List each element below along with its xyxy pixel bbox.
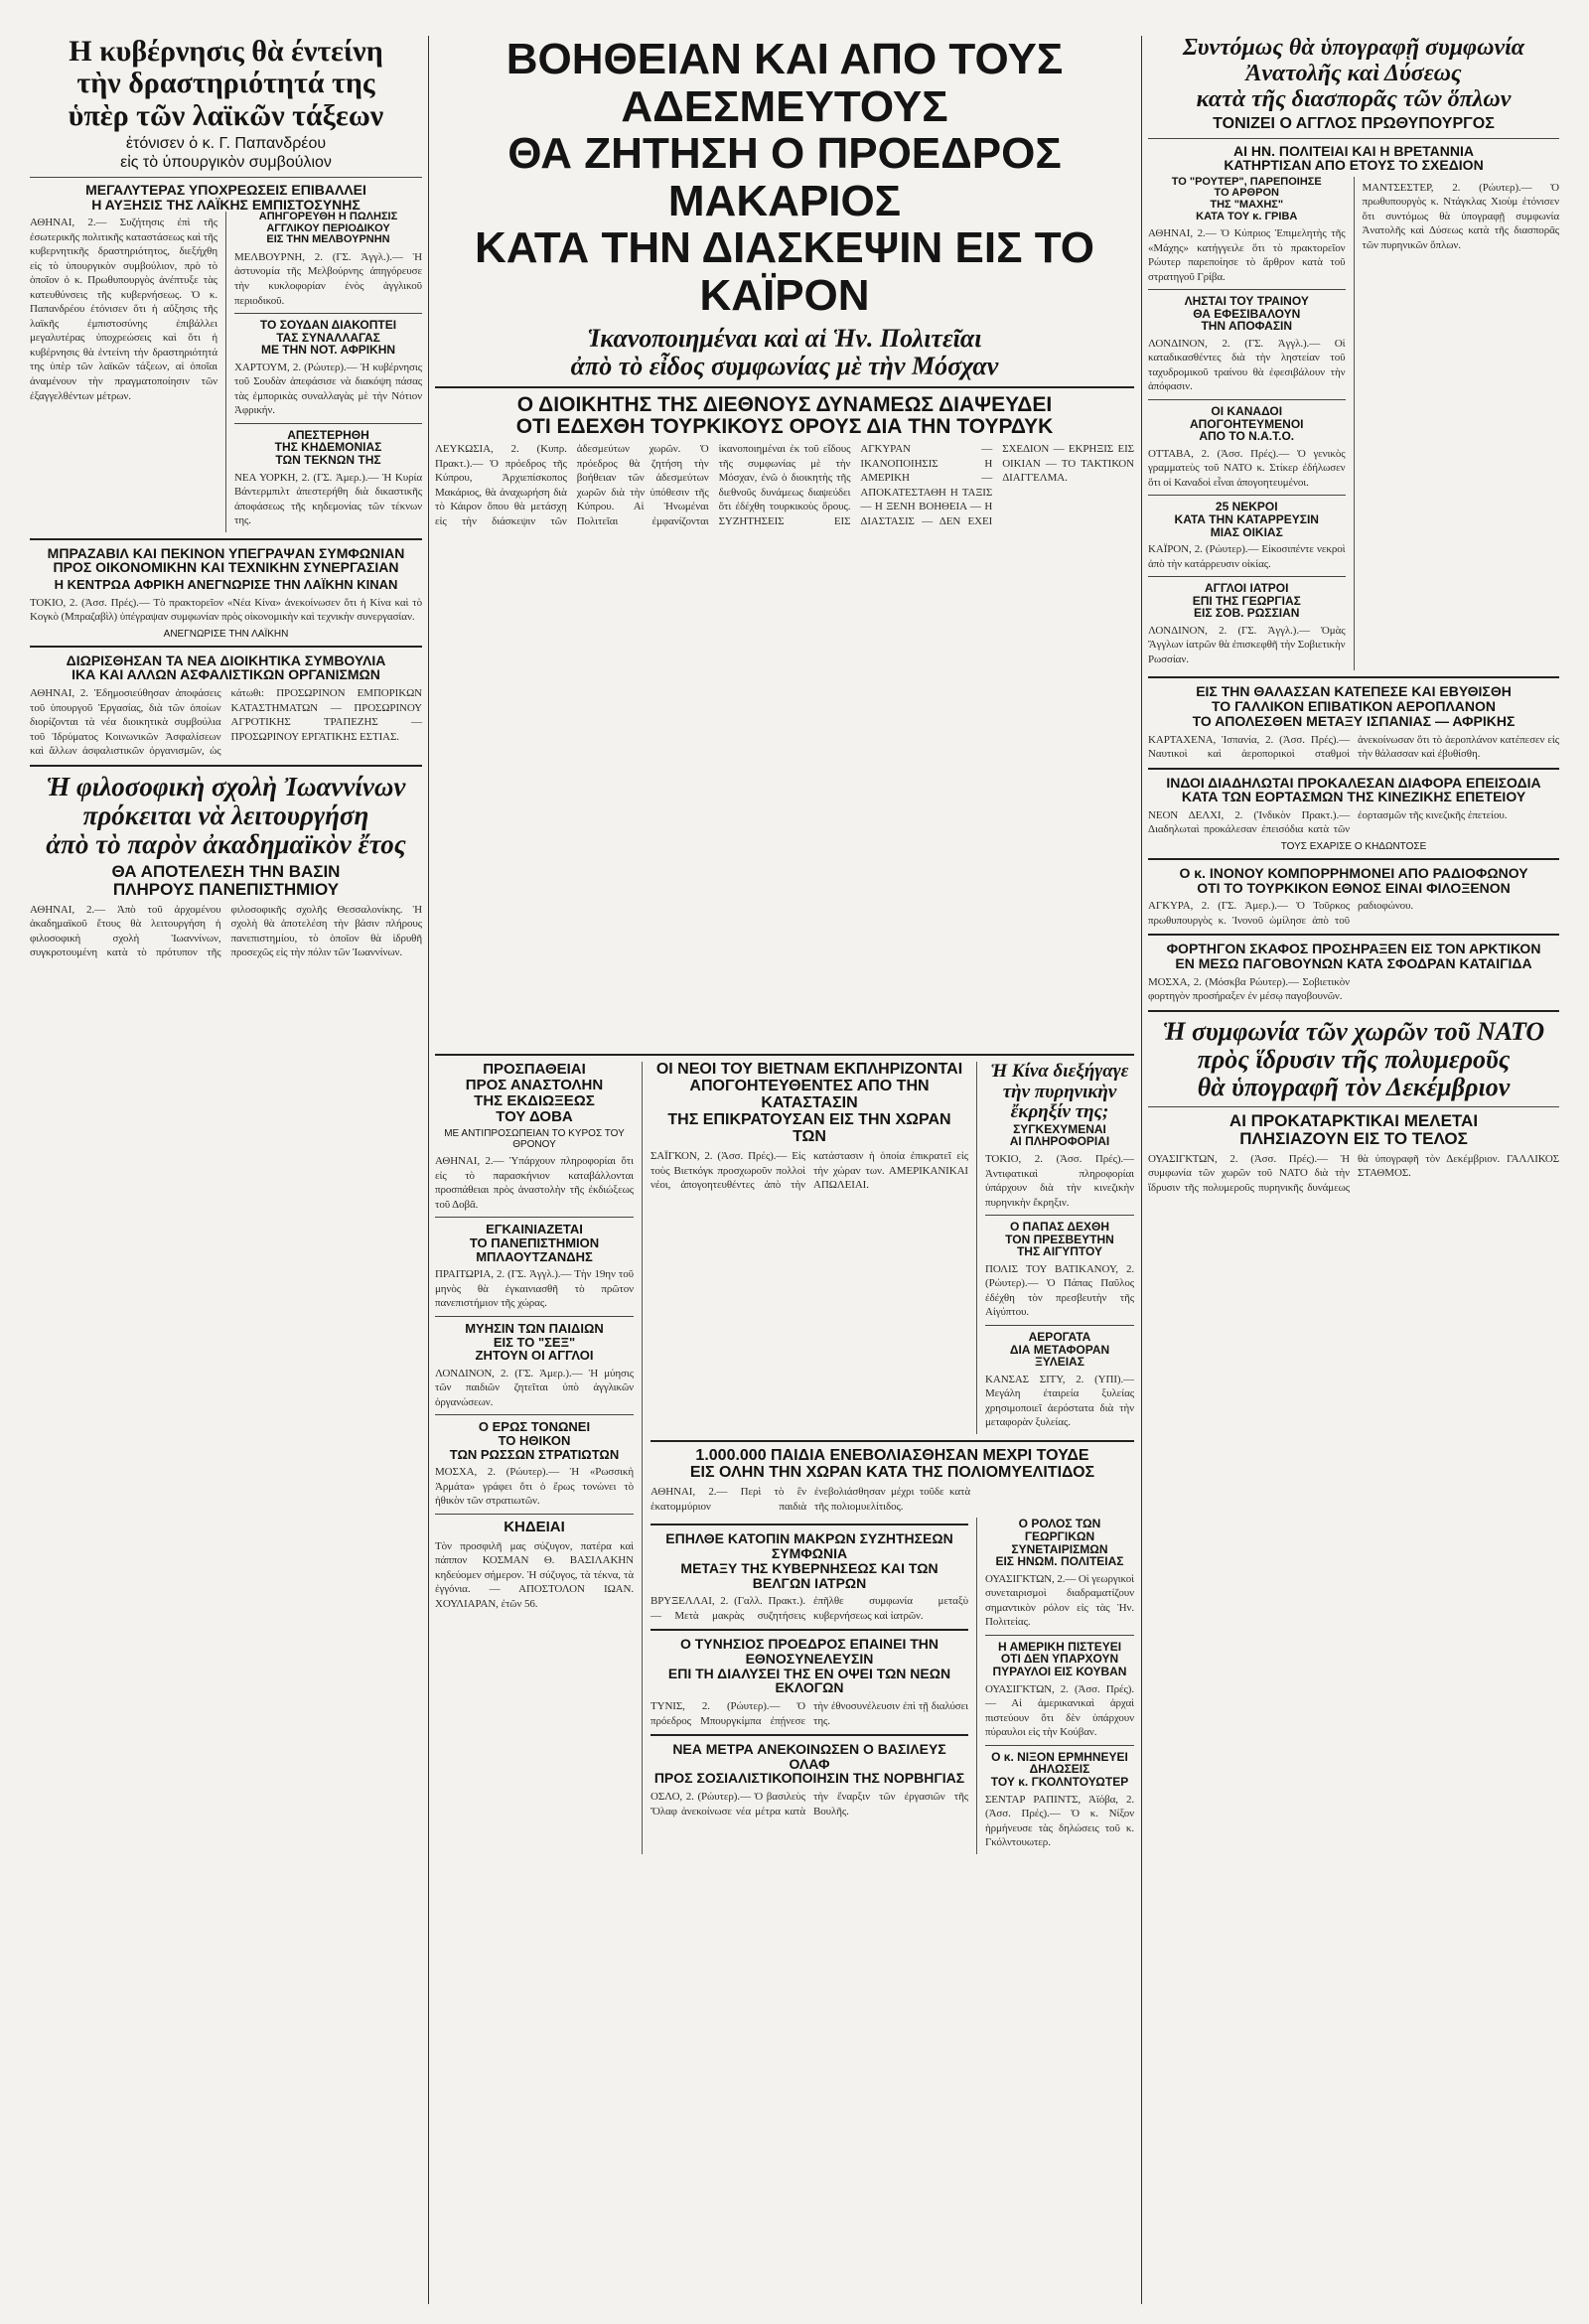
coops-headline xyxy=(985,1518,1134,1567)
plane-crash-headline-line: ΤΟ ΑΠΟΛΕΣΘΕΝ ΜΕΤΑΞΥ ΙΣΠΑΝΙΑΣ — ΑΦΡΙΚΗΣ xyxy=(1192,712,1516,729)
reuter-headline-line: ΤΗΣ "ΜΑΧΗΣ" xyxy=(1210,198,1284,211)
lead-headline-line: τὴν δραστηριότητά της xyxy=(76,67,375,100)
collapse-article xyxy=(1148,501,1346,571)
column-rule xyxy=(1141,36,1142,2304)
nixon-headline-line: ΤΟΥ κ. ΓΚΟΛΝΤΟΥΩΤΕΡ xyxy=(990,1774,1129,1789)
left-news-stack xyxy=(435,1062,634,1853)
university-article xyxy=(435,1223,634,1310)
balloon-headline-line: ΑΕΡΟΓΑΤΑ xyxy=(1028,1329,1091,1344)
plane-crash-article xyxy=(1148,684,1559,761)
tunisia-headline-line: Ο ΤΥΝΗΣΙΟΣ ΠΡΟΕΔΡΟΣ ΕΠΑΙΝΕΙ ΤΗΝ ΕΘΝΟΣΥΝΕΛΕΥΣΙΝ xyxy=(679,1636,939,1667)
soldiers-body: ΜΟΣΧΑ, 2. (Ρώυτερ).— Ἡ «Ρωσσικὴ Ἀρμάτα» γράφει ὅτι ὁ ἔρως τονώνει τὸ ἠθικὸν τῶν στρατιωτῶν. xyxy=(435,1466,634,1508)
reuter-article xyxy=(1148,177,1346,284)
coops-headline-line: ΕΙΣ ΗΝΩΜ. ΠΟΛΙΤΕΙΑΣ xyxy=(995,1554,1124,1569)
main-subheadline xyxy=(435,394,1134,438)
vietnam-headline-line: ΑΠΟΓΟΗΤΕΥΘΕΝΤΕΣ ΑΠΟ ΤΗΝ ΚΑΤΑΣΤΑΣΙΝ xyxy=(689,1078,930,1111)
india-article xyxy=(1148,776,1559,852)
university-headline-line: ΤΟ ΠΑΝΕΠΙΣΤΗΜΙΟΝ xyxy=(469,1235,600,1251)
train-article xyxy=(1148,295,1346,394)
disarmament-subhead-2-line: ΚΑΤΗΡΤΙΣΑΝ ΑΠΟ ΕΤΟΥΣ ΤΟ ΣΧΕΔΙΟΝ xyxy=(1224,157,1484,174)
lead-headline-line: Η κυβέρνησις θὰ έντείνη xyxy=(69,36,383,68)
pope-article xyxy=(985,1221,1134,1320)
right-news-stack xyxy=(985,1062,1134,1433)
belgium-body: ΒΡΥΞΕΛΛΑΙ, 2. (Γαλλ. Πρακτ.).— Μετὰ μακρὰς συζητήσεις ἐπῆλθε συμφωνία μεταξὺ κυβερνήσεως καὶ ἰατρῶν. xyxy=(650,1595,968,1622)
nixon-article xyxy=(985,1751,1134,1850)
university-headline xyxy=(435,1223,634,1263)
brazzaville-headline-line: ΠΡΟΣ ΟΙΚΟΝΟΜΙΚΗΝ ΚΑΙ ΤΕΧΝΙΚΗΝ ΣΥΝΕΡΓΑΣΙΑΝ xyxy=(53,559,399,576)
nato-mlf-body: ΟΥΑΣΙΓΚΤΩΝ, 2. (Ἀσσ. Πρές).— Ἡ συμφωνία τῶν χωρῶν τοῦ ΝΑΤΟ διὰ τὴν ἵδρυσιν τῆς πολυμεροῦς πυρηνικῆς δυνάμεως θὰ ὑπογραφῆ τὸν Δεκέμβριον. ΓΑΛΛΙΚΟΣ ΣΤΑΘΜΟΣ. xyxy=(1148,1152,1559,1194)
disarmament-subhead: ΤΟΝΙΖΕΙ Ο ΑΓΓΛΟΣ ΠΡΩΘΥΠΟΥΡΓΟΣ xyxy=(1213,114,1495,132)
vietnam-article xyxy=(650,1062,968,1433)
coops-headline-line: Ο ΡΟΛΟΣ ΤΩΝ ΓΕΩΡΓΙΚΩΝ xyxy=(1018,1517,1101,1544)
nato-mlf-headline xyxy=(1148,1018,1559,1101)
dovas-subhead: ΜΕ ΑΝΤΙΠΡΟΣΩΠΕΙΑΝ ΤΟ ΚΥΡΟΣ ΤΟΥ ΘΡΟΝΟΥ xyxy=(444,1128,625,1151)
university-headline-line: ΕΓΚΑΙΝΙΑΖΕΤΑΙ xyxy=(486,1222,583,1237)
tunisia-article xyxy=(650,1637,968,1728)
ioannina-subhead xyxy=(30,863,422,899)
melbourne-headline-line: ΕΙΣ ΤΗΝ ΜΕΛΒΟΥΡΝΗΝ xyxy=(266,233,390,246)
subheadline-line: ΟΤΙ ΕΔΕΧΘΗ ΤΟΥΡΚΙΚΟΥΣ ΟΡΟΥΣ ΔΙΑ ΤΗΝ ΤΟΥΡΔΥΚ xyxy=(515,415,1054,439)
dovas-article xyxy=(435,1062,634,1212)
india-headline xyxy=(1148,776,1559,804)
dovas-headline-line: ΤΗΣ ΕΚΔΙΩΞΕΩΣ xyxy=(474,1091,595,1109)
doctors-headline-line: ΑΓΓΛΟΙ ΙΑΤΡΟΙ xyxy=(1205,581,1289,596)
sudan-headline xyxy=(234,319,422,357)
nato-mlf-headline-line: θὰ ὑπογραφῆ τὸν Δεκέμβριον xyxy=(1197,1072,1511,1101)
collapse-headline-line: 25 ΝΕΚΡΟΙ xyxy=(1215,500,1278,514)
lead-body: ΑΘΗΝΑΙ, 2.— Συζήτησις ἐπὶ τῆς ἐσωτερικῆς πολιτικῆς καταστάσεως καὶ τῆς κυβερνητικῆς δραστηριότητος, διεξήχθη εἰς τὸ ὑπουργικὸν συμβούλιον, πρὸ τὸ ὁποῖον ὁ κ. Πρωθυπουργὸς ἀνέπτυξε τὰς κατευθύνσεις τῆς κυβερνήσεως. Ὁ κ. Παπανδρέου ἐτόνισεν ὅτι ἡ αὔξησις τῆς λαϊκῆς ἐμπιστοσύνης ἐπιβάλλει μεγαλυτέρας ὑποχρεώσεις καὶ ὅτι ἡ κυβέρνησις θὰ ἐντείνη τὴν δραστηριότητά της ὑπὲρ τῶν λαϊκῶν τάξεων, αἱ ὁποῖαι ἀναμένουν τὴν πραγματοποίησιν τῶν ἐξαγγελθέντων μέτρων. xyxy=(30,217,217,402)
tunisia-headline-line: ΕΠΙ ΤΗ ΔΙΑΛΥΣΕΙ ΤΗΣ ΕΝ ΟΨΕΙ ΤΩΝ ΝΕΩΝ ΕΚΛΟΓΩΝ xyxy=(667,1665,951,1696)
sudan-headline-line: ΜΕ ΤΗΝ ΝΟΤ. ΑΦΡΙΚΗΝ xyxy=(260,343,396,358)
cuba-headline-line: ΠΥΡΑΥΛΟΙ ΕΙΣ ΚΟΥΒΑΝ xyxy=(992,1665,1127,1679)
china-test-headline-line: Ἡ Κίνα διεξήγαγε xyxy=(990,1061,1129,1083)
nato-mlf-subhead xyxy=(1148,1112,1559,1148)
boards-headline xyxy=(30,654,422,682)
vietnam-body: ΣΑΪΓΚΟΝ, 2. (Ἀσσ. Πρές).— Εἰς τοὺς Βιετκόγκ προσχωροῦν πολλοὶ νέοι, ἀπογοητευθέντες ἀπὸ τὴν κατάστασιν ἡ ὁποία ἐπικρατεῖ εἰς τὴν χώραν των. ΑΜΕΡΙΚΑΝΙΚΑΙ ΑΠΩΛΕΙΑΙ. xyxy=(650,1150,968,1192)
norway-headline-line: ΝΕΑ ΜΕΤΡΑ ΑΝΕΚΟΙΝΩΣΕΝ Ο ΒΑΣΙΛΕΥΣ ΟΛΑΦ xyxy=(672,1741,946,1772)
lead-subhead xyxy=(30,135,422,172)
disarmament-subhead-2 xyxy=(1148,144,1559,173)
lead-headline-line: ὑπὲρ τῶν λαϊκῶν τάξεων xyxy=(68,98,384,132)
funerals-section xyxy=(435,1520,634,1611)
ioannina-headline-line: Ἡ φιλοσοφικὴ σχολὴ Ἰωαννίνων xyxy=(46,771,406,801)
section-label: ΤΟΥΣ ΕΧΑΡΙΣΕ Ο ΚΗΔΩΝΤΟΣΕ xyxy=(1280,840,1427,852)
sex-education-body: ΛΟΝΔΙΝΟΝ, 2. (ΓΣ. Ἀμερ.).— Ἡ μύησις τῶν παιδιῶν ζητεῖται ὑπὸ ἀγγλικῶν ὀργανώσεων. xyxy=(435,1367,634,1408)
soldiers-headline xyxy=(435,1420,634,1461)
doctors-headline-line: ΕΙΣ ΣΟΒ. ΡΩΣΣΙΑΝ xyxy=(1194,606,1300,621)
sex-education-headline-line: ΖΗΤΟΥΝ ΟΙ ΑΓΓΛΟΙ xyxy=(475,1348,594,1364)
vietnam-headline xyxy=(650,1062,968,1145)
dovas-headline-line: ΠΡΟΣ ΑΝΑΣΤΟΛΗΝ xyxy=(465,1077,604,1094)
soldiers-headline-line: Ο ΕΡΩΣ ΤΟΝΩΝΕΙ xyxy=(478,1419,591,1435)
custody-headline-line: ΑΠΕΣΤΕΡΗΘΗ xyxy=(287,427,369,442)
disarmament-subhead-2-line: ΑΙ ΗΝ. ΠΟΛΙΤΕΙΑΙ ΚΑΙ Η ΒΡΕΤΑΝΝΙΑ xyxy=(1232,142,1475,159)
inonu-headline xyxy=(1148,866,1559,895)
plane-crash-body: ΚΑΡΤΑΧΕΝΑ, Ἱσπανία, 2. (Ἀσσ. Πρές).— Ναυτικοὶ καὶ ἀεροπορικοὶ σταθμοὶ ἀνεκοίνωσαν ὅτι τὸ ἀεροπλάνον κατέπεσεν εἰς τὴν θάλασσαν καὶ ἐβυθίσθη. xyxy=(1148,733,1559,761)
china-test-headline xyxy=(985,1062,1134,1123)
india-headline-line: ΙΝΔΟΙ ΔΙΑΔΗΛΩΤΑΙ ΠΡΟΚΑΛΕΣΑΝ ΔΙΑΦΟΡΑ ΕΠΕΙΣΟΔΙΑ xyxy=(1166,774,1541,791)
china-test-headline-line: ἔκρηξίν της; xyxy=(1010,1101,1109,1123)
freighter-article xyxy=(1148,942,1559,1003)
doctors-headline xyxy=(1148,582,1346,620)
norway-headline-line: ΠΡΟΣ ΣΟΣΙΑΛΙΣΤΙΚΟΠΟΙΗΣΙΝ ΤΗΣ ΝΟΡΒΗΓΙΑΣ xyxy=(653,1770,965,1787)
melbourne-headline xyxy=(234,212,422,246)
nato-mlf-subhead-line: ΑΙ ΠΡΟΚΑΤΑΡΚΤΙΚΑΙ ΜΕΛΕΤΑΙ xyxy=(1228,1111,1479,1130)
plane-crash-headline-line: ΤΟ ΓΑΛΛΙΚΟΝ ΕΠΙΒΑΤΙΚΟΝ ΑΕΡΟΠΛΑΝΟΝ xyxy=(1211,698,1497,715)
right-column xyxy=(1148,36,1559,2304)
belgium-article xyxy=(650,1531,968,1623)
cuba-headline xyxy=(985,1641,1134,1678)
balloon-body: ΚΑΝΣΑΣ ΣΙΤΥ, 2. (ΥΠΙ).— Μεγάλη ἐταιρεία ξυλείας χρησιμοποιεῖ ἀερόστατα διὰ τὴν μεταφορὰν ξυλείας. xyxy=(985,1373,1134,1429)
lower-right-news-stack xyxy=(985,1518,1134,1853)
column-rule xyxy=(428,36,429,2304)
left-column xyxy=(30,36,422,2304)
pope-body: ΠΟΛΙΣ ΤΟΥ ΒΑΤΙΚΑΝΟΥ, 2. (Ρώυτερ).— Ὁ Πάπας Παῦλος ἐδέχθη τὸν πρεσβευτὴν τῆς Αἰγύπτου. xyxy=(985,1262,1134,1319)
reuter-headline-line: ΤΟ ΑΡΘΡΟΝ xyxy=(1214,187,1279,200)
coops-article xyxy=(985,1518,1134,1629)
polio-headline xyxy=(650,1448,1134,1482)
lead-kicker-line: ΜΕΓΑΛΥΤΕΡΑΣ ΥΠΟΧΡΕΩΣΕΙΣ ΕΠΙΒΑΛΛΕΙ xyxy=(85,181,366,198)
center-column xyxy=(435,36,1134,2304)
collapse-body: ΚΑΪΡΟΝ, 2. (Ρώυτερ).— Εἰκοσιπέντε νεκροὶ ἀπὸ τὴν κατάρρευσιν οἰκίας. xyxy=(1148,543,1346,570)
disarmament-article xyxy=(1148,36,1559,173)
main-body: ΛΕΥΚΩΣΙΑ, 2. (Κυπρ. Πρακτ.).— Ὁ πρόεδρος τῆς Κύπρου, Ἀρχιεπίσκοπος Μακάριος, θὰ ἀναχωρήση διὰ τὸ Κάιρον ὅπου θὰ μετάσχη εἰς τὴν διάσκεψιν τῶν ἀδεσμεύτων χωρῶν. Ὁ πρόεδρος θὰ ζητήση τὴν βοήθειαν τῶν ἀδεσμεύτων χωρῶν διὰ τὴν ὑπόθεσιν τῆς Κύπρου. Αἱ Ἡνωμέναι Πολιτεῖαι ἐμφανίζονται ἱκανοποιημέναι ἐκ τοῦ εἴδους τῆς συμφωνίας μὲ τὴν Μόσχαν, ἐνῶ ὁ διοικητὴς τῆς διεθνοῦς δυνάμεως διαψεύδει ὅτι ἐδέχθη τουρκικοὺς ὅρους. ΣΥΖΗΤΗΣΕΙΣ ΕΙΣ ΑΓΚΥΡΑΝ — ΙΚΑΝΟΠΟΙΗΣΙΣ Η ΑΜΕΡΙΚΗ — ΑΠΟΚΑΤΕΣΤΑΘΗ Η ΤΑΞΙΣ — Η ΞΕΝΗ ΒΟΗΘΕΙΑ — Η ΔΙΑΣΤΑΣΙΣ — ΔΕΝ ΕΧΕΙ ΣΧΕΔΙΟΝ — ΕΚΡΗΞΙΣ ΕΙΣ ΟΙΚΙΑΝ — ΤΟ ΤΑΚΤΙΚΟΝ ΔΙΑΓΓΕΛΜΑ. xyxy=(435,443,1134,527)
doctors-article xyxy=(1148,582,1346,666)
tunisia-headline xyxy=(650,1637,968,1695)
china-test-headline-line: τὴν πυρηνικὴν xyxy=(1002,1081,1117,1102)
inonu-headline-line: Ο κ. ΙΝΟΝΟΥ ΚΟΜΠΟΡΡΗΜΟΝΕΙ ΑΠΟ ΡΑΔΙΟΦΩΝΟΥ xyxy=(1179,864,1528,881)
disarmament-headline-line: Συντόμως θὰ ὑπογραφῇ συμφωνία xyxy=(1182,36,1525,61)
train-headline xyxy=(1148,295,1346,333)
ioannina-headline-line: πρόκειται νὰ λειτουργήση xyxy=(82,799,369,830)
india-headline-line: ΚΑΤΑ ΤΩΝ ΕΟΡΤΑΣΜΩΝ ΤΗΣ ΚΙΝΕΖΙΚΗΣ ΕΠΕΤΕΙΟΥ xyxy=(1181,789,1526,805)
brazzaville-headline-line: ΜΠΡΑΖΑΒΙΛ ΚΑΙ ΠΕΚΙΝΟΝ ΥΠΕΓΡΑΨΑΝ ΣΥΜΦΩΝΙΑΝ xyxy=(47,544,405,561)
boards-article xyxy=(30,654,422,759)
reuter-headline-line: ΚΑΤΑ ΤΟΥ κ. ΓΡΙΒΑ xyxy=(1196,210,1298,222)
ioannina-body: ΑΘΗΝΑΙ, 2.— Ἀπὸ τοῦ ἀρχομένου ἀκαδημαϊκοῦ ἔτους θὰ λειτουργήση ἡ φιλοσοφικὴ σχολὴ Ἰωαννίνων, συγκροτουμένη κατὰ τὸ πρότυπον τῆς φιλοσοφικῆς σχολῆς Θεσσαλονίκης. Ἡ σχολὴ θὰ ἀποτελέση τὴν βάσιν πλήρους πανεπιστημίου, τὸ ὁποῖον θὰ ἱδρυθῆ προσεχῶς εἰς τὴν πόλιν τῶν Ἰωαννίνων. xyxy=(30,903,422,959)
sex-education-headline-line: ΕΙΣ ΤΟ "ΣΕΞ" xyxy=(493,1334,576,1350)
makarios-article xyxy=(435,36,1134,1048)
china-test-subhead xyxy=(985,1123,1134,1148)
sudan-headline-line: ΤΑΣ ΣΥΝΑΛΛΑΓΑΣ xyxy=(276,330,380,345)
sudan-body: ΧΑΡΤΟΥΜ, 2. (Ρώυτερ).— Ἡ κυβέρνησις τοῦ Σουδὰν ἀπεφάσισε νὰ διακόψη πάσας τὰς ἐμπορικὰς συναλλαγὰς μὲ τὴν Νότιον Ἀφρικήν. xyxy=(234,361,422,417)
china-test-subhead-line: ΑΙ ΠΛΗΡΟΦΟΡΙΑΙ xyxy=(1009,1134,1110,1149)
boards-headline-line: ΙΚΑ ΚΑΙ ΑΛΛΩΝ ΑΣΦΑΛΙΣΤΙΚΩΝ ΟΡΓΑΝΙΣΜΩΝ xyxy=(72,666,380,683)
custody-headline-line: ΤΗΣ ΚΗΔΕΜΟΝΙΑΣ xyxy=(274,440,382,455)
collapse-headline-line: ΜΙΑΣ ΟΙΚΙΑΣ xyxy=(1210,524,1283,539)
coops-headline-line: ΣΥΝΕΤΑΙΡΙΣΜΩΝ xyxy=(1011,1541,1108,1556)
sex-education-headline xyxy=(435,1322,634,1363)
cuba-headline-line: ΟΤΙ ΔΕΝ ΥΠΑΡΧΟΥΝ xyxy=(1000,1652,1119,1667)
polio-body: ΑΘΗΝΑΙ, 2.— Περὶ τὸ ἓν ἑκατομμύριον παιδιὰ ἐνεβολιάσθησαν μέχρι τοῦδε κατὰ τῆς πολιομυελίτιδος. xyxy=(650,1486,970,1513)
disarmament-headline-line: Ἀνατολῆς καὶ Δύσεως xyxy=(1245,60,1462,86)
nato-mlf-subhead-line: ΠΛΗΣΙΑΖΟΥΝ ΕΙΣ ΤΟ ΤΕΛΟΣ xyxy=(1239,1128,1468,1148)
freighter-headline-line: ΦΟΡΤΗΓΟΝ ΣΚΑΦΟΣ ΠΡΟΣΗΡΑΞΕΝ ΕΙΣ ΤΟΝ ΑΡΚΤΙΚΟΝ xyxy=(1166,941,1541,957)
canada-headline-line: ΑΠΟ ΤΟ Ν.Α.Τ.Ο. xyxy=(1199,429,1295,444)
vietnam-headline-line: ΟΙ ΝΕΟΙ ΤΟΥ ΒΙΕΤΝΑΜ ΕΚΠΛΗΡΙΖΟΝΤΑΙ xyxy=(655,1061,963,1079)
canada-headline-line: ΑΠΟΓΟΗΤΕΥΜΕΝΟΙ xyxy=(1189,416,1304,431)
custody-body: ΝΕΑ ΥΟΡΚΗ, 2. (ΓΣ. Ἀμερ.).— Ἡ Κυρία Βάντερμπιλτ ἀπεστερήθη διὰ δικαστικῆς ἀποφάσεως τῆς κηδεμονίας τῶν τέκνων της. xyxy=(234,471,422,527)
cuba-article xyxy=(985,1641,1134,1740)
inonu-headline-line: ΟΤΙ ΤΟ ΤΟΥΡΚΙΚΟΝ ΕΘΝΟΣ ΕΙΝΑΙ ΦΙΛΟΞΕΝΟΝ xyxy=(1197,879,1511,896)
balloon-headline-line: ΞΥΛΕΙΑΣ xyxy=(1035,1355,1084,1370)
belgium-headline xyxy=(650,1531,968,1590)
custody-headline xyxy=(234,429,422,467)
cuba-headline-line: Η ΑΜΕΡΙΚΗ ΠΙΣΤΕΥΕΙ xyxy=(997,1639,1122,1654)
section-label: ΑΝΕΓΝΩΡΙΣΕ ΤΗΝ ΛΑΪΚΗΝ xyxy=(163,628,289,640)
dovas-headline-line: ΤΟΥ ΔΟΒΑ xyxy=(496,1107,573,1125)
pope-headline-line: Ο ΠΑΠΑΣ ΔΕΧΘΗ xyxy=(1009,1220,1110,1235)
center-news-stack xyxy=(650,1062,1134,1853)
melbourne-headline-line: ΑΓΓΛΙΚΟΥ ΠΕΡΙΟΔΙΚΟΥ xyxy=(266,221,390,234)
reuter-headline-line: ΤΟ "ΡΟΥΤΕΡ", ΠΑΡΕΠΟΙΗΣΕ xyxy=(1171,175,1322,188)
india-body: ΝΕΟΝ ΔΕΛΧΙ, 2. (Ἰνδικὸν Πρακτ.).— Διαδηλωταὶ προκάλεσαν ἐπεισόδια κατὰ τῶν ἐορτασμῶν τῆς κινεζικῆς ἐπετείου. xyxy=(1148,808,1508,836)
main-banner-headline xyxy=(435,36,1134,319)
nixon-headline-line: ΔΗΛΩΣΕΙΣ xyxy=(1029,1762,1090,1777)
inonu-body: ΑΓΚΥΡΑ, 2. (ΓΣ. Ἀμερ.).— Ὁ Τοῦρκος πρωθυπουργὸς κ. Ἰνονοῦ ὡμίλησε ἀπὸ τοῦ ραδιοφώνου. xyxy=(1148,900,1414,927)
melbourne-headline-line: ΑΠΗΓΟΡΕΥΘΗ Η ΠΩΛΗΣΙΣ xyxy=(258,211,398,223)
coops-body: ΟΥΑΣΙΓΚΤΩΝ, 2.— Οἱ γεωργικοὶ συνεταιρισμοὶ διαδραματίζουν σημαντικὸν ρόλον εἰς τὰς Ἡν. Πολιτείας. xyxy=(985,1572,1134,1629)
doctors-headline-line: ΕΠΙ ΤΗΣ ΓΕΩΡΓΙΑΣ xyxy=(1192,593,1301,608)
canada-headline xyxy=(1148,405,1346,443)
funerals-body: Τὸν προσφιλῆ μας σύζυγον, πατέρα καὶ πάππον ΚΟΣΜΑΝ Θ. ΒΑΣΙΛΑΚΗΝ κηδεύομεν σήμερον. Ἡ σύζυγος, τὰ τέκνα, τὰ ἐγγόνια. — ΑΠΟΣΤΟΛΟΝ ΙΩΑΝ. ΧΟΥΛΙΑΡΑΝ, ἐτῶν 56. xyxy=(435,1539,634,1610)
boards-headline-line: ΔΙΩΡΙΣΘΗΣΑΝ ΤΑ ΝΕΑ ΔΙΟΙΚΗΤΙΚΑ ΣΥΜΒΟΥΛΙΑ xyxy=(66,652,386,668)
soldiers-headline-line: ΤΟ ΗΘΙΚΟΝ xyxy=(498,1432,571,1448)
balloon-article xyxy=(985,1331,1134,1430)
freighter-body: ΜΟΣΧΑ, 2. (Μόσκβα Ρώυτερ).— Σοβιετικὸν φορτηγὸν προσήραξεν ἐν μέσῳ παγοβουνῶν. xyxy=(1148,975,1350,1003)
nato-mlf-headline-line: πρὸς ἵδρυσιν τῆς πολυμεροῦς xyxy=(1197,1044,1511,1074)
manchester-body: ΜΑΝΤΣΕΣΤΕΡ, 2. (Ρώυτερ).— Ὁ πρωθυπουργὸς κ. Ντάγκλας Χιοὺμ ἐτόνισεν ὅτι συντόμως θὰ ὑπογραφῇ συμφωνία Ἀνατολῆς καὶ Δύσεως κατὰ τῆς διασπορᾶς τῶν πυρηνικῶν ὅπλων. xyxy=(1362,181,1559,251)
subheadline-line: Ο ΔΙΟΙΚΗΤΗΣ ΤΗΣ ΔΙΕΘΝΟΥΣ ΔΥΝΑΜΕΩΣ ΔΙΑΨΕΥΔΕΙ xyxy=(516,393,1053,417)
dovas-headline xyxy=(435,1062,634,1124)
lead-article-papandreou xyxy=(30,36,422,532)
custody-headline-line: ΤΩΝ ΤΕΚΝΩΝ ΤΗΣ xyxy=(275,453,381,468)
belgium-headline-line: ΕΠΗΛΘΕ ΚΑΤΟΠΙΝ ΜΑΚΡΩΝ ΣΥΖΗΤΗΣΕΩΝ ΣΥΜΦΩΝΙΑ xyxy=(665,1530,953,1562)
inonu-article xyxy=(1148,866,1559,928)
canada-article xyxy=(1148,405,1346,490)
nixon-headline xyxy=(985,1751,1134,1789)
belgium-headline-line: ΜΕΤΑΞΥ ΤΗΣ ΚΥΒΕΡΝΗΣΕΩΣ ΚΑΙ ΤΩΝ ΒΕΛΓΩΝ ΙΑΤΡΩΝ xyxy=(680,1559,939,1591)
disarmament-headline xyxy=(1148,36,1559,113)
china-test-article xyxy=(985,1062,1134,1210)
canada-headline-line: ΟΙ ΚΑΝΑΔΟΙ xyxy=(1211,403,1283,418)
deck-line: Ἱκανοποιημέναι καὶ αἱ Ἡν. Πολιτεῖαι xyxy=(587,324,982,354)
soldiers-headline-line: ΤΩΝ ΡΩΣΣΩΝ ΣΤΡΑΤΙΩΤΩΝ xyxy=(449,1446,620,1462)
collapse-headline xyxy=(1148,501,1346,538)
train-headline-line: ΘΑ ΕΦΕΣΙΒΑΛΟΥΝ xyxy=(1193,306,1301,321)
canada-body: ΟΤΤΑΒΑ, 2. (Ἀσσ. Πρές).— Ὁ γενικὸς γραμματεὺς τοῦ ΝΑΤΟ κ. Στίκερ ἐδήλωσεν ὅτι οἱ Καναδοὶ εἶναι ἀπογοητευμένοι. xyxy=(1148,447,1346,489)
ioannina-article xyxy=(30,773,422,960)
brazzaville-body: ΤΟΚΙΟ, 2. (Ἀσσ. Πρές).— Τὸ πρακτορεῖον «Νέα Κίνα» ἀνεκοίνωσεν ὅτι ἡ Κίνα καὶ τὸ Κογκὸ (Μπραζαβὶλ) ὑπέγραψαν συμφωνίαν πρὸς οἰκονομικὴν καὶ τεχνικὴν συνεργασίαν. xyxy=(30,596,422,624)
tunisia-body: ΤΥΝΙΣ, 2. (Ρώυτερ).— Ὁ πρόεδρος Μπουργκίμπα ἐπῄνεσε τὴν ἐθνοσυνέλευσιν ἐπὶ τῇ διαλύσει της. xyxy=(650,1699,968,1727)
reuter-headline xyxy=(1148,177,1346,222)
train-headline-line: ΤΗΝ ΑΠΟΦΑΣΙΝ xyxy=(1201,319,1293,334)
sex-education-headline-line: ΜΥΗΣΙΝ ΤΩΝ ΠΑΙΔΙΩΝ xyxy=(465,1320,604,1336)
lead-kicker-line: Η ΑΥΞΗΣΙΣ ΤΗΣ ΛΑΪΚΗΣ ΕΜΠΙΣΤΟΣΥΝΗΣ xyxy=(91,196,361,213)
banner-line: ΘΑ ΖΗΤΗΣΗ Ο ΠΡΟΕΔΡΟΣ ΜΑΚΑΡΙΟΣ xyxy=(507,129,1062,225)
polio-article xyxy=(650,1448,1134,1515)
freighter-headline xyxy=(1148,942,1559,970)
ioannina-subhead-line: ΘΑ ΑΠΟΤΕΛΕΣΗ ΤΗΝ ΒΑΣΙΝ xyxy=(111,862,341,882)
nato-mlf-headline-line: Ἡ συμφωνία τῶν χωρῶν τοῦ ΝΑΤΟ xyxy=(1162,1016,1545,1046)
sudan-headline-line: ΤΟ ΣΟΥΔΑΝ ΔΙΑΚΟΠΤΕΙ xyxy=(259,318,397,333)
melbourne-body: ΜΕΛΒΟΥΡΝΗ, 2. (ΓΣ. Ἀγγλ.).— Ἡ ἀστυνομία τῆς Μελβούρνης ἀπηγόρευσε τὴν κυκλοφορίαν ἑνὸς ἀγγλικοῦ περιοδικοῦ. xyxy=(234,250,422,307)
brazzaville-headline xyxy=(30,546,422,575)
reuter-body: ΑΘΗΝΑΙ, 2.— Ὁ Κύπριος Ἐπιμελητὴς τῆς «Μάχης» κατήγγειλε ὅτι τὸ πρακτορεῖον Ρώυτερ παρεποίησε τὸ ἄρθρον κατὰ τοῦ στρατηγοῦ Γρίβα. xyxy=(1148,227,1346,283)
lead-subhead-line: εἰς τὸ ὑπουργικὸν συμβούλιον xyxy=(120,153,332,171)
norway-body: ΟΣΛΟ, 2. (Ρώυτερ).— Ὁ βασιλεὺς Ὄλαφ ἀνεκοίνωσε νέα μέτρα κατὰ τὴν ἔναρξιν τῶν ἐργασιῶν τῆς Βουλῆς. xyxy=(650,1791,968,1817)
lead-kicker xyxy=(30,183,422,212)
balloon-headline xyxy=(985,1331,1134,1369)
university-body: ΠΡΑΙΤΩΡΙΑ, 2. (ΓΣ. Ἀγγλ.).— Τὴν 19ην τοῦ μηνὸς θὰ ἐγκαινιασθῆ τὸ πρῶτον πανεπιστήμιον τῆς χώρας. xyxy=(435,1268,634,1310)
collapse-headline-line: ΚΑΤΑ ΤΗΝ ΚΑΤΑΡΡΕΥΣΙΝ xyxy=(1174,511,1319,526)
nato-mlf-article xyxy=(1148,1018,1559,1195)
pope-headline-line: ΤΟΝ ΠΡΕΣΒΕΥΤΗΝ xyxy=(1005,1232,1114,1246)
train-headline-line: ΛΗΣΤΑΙ ΤΟΥ ΤΡΑΙΝΟΥ xyxy=(1184,294,1309,309)
vietnam-headline-line: ΤΗΣ ΕΠΙΚΡΑΤΟΥΣΑΝ ΕΙΣ ΤΗΝ ΧΩΡΑΝ ΤΩΝ xyxy=(667,1110,951,1145)
ioannina-headline-line: ἀπὸ τὸ παρὸν ἀκαδημαϊκὸν ἔτος xyxy=(46,829,406,860)
nixon-body: ΣΕΝΤΑΡ ΡΑΠΙΝΤΣ, Ἀϊόβα, 2. (Ἀσσ. Πρές).— Ὁ κ. Νίξον ἡρμήνευσε τὰς δηλώσεις τοῦ κ. Γκόλντουωτερ. xyxy=(985,1793,1134,1849)
pope-headline xyxy=(985,1221,1134,1258)
china-test-body: ΤΟΚΙΟ, 2. (Ἀσσ. Πρές).— Ἀντιφατικαὶ πληροφορίαι ὑπάρχουν διὰ τὴν κινεζικὴν πυρηνικὴν ἔκρηξιν. xyxy=(985,1153,1134,1209)
polio-headline-line: ΕΙΣ ΟΛΗΝ ΤΗΝ ΧΩΡΑΝ ΚΑΤΑ ΤΗΣ ΠΟΛΙΟΜΥΕΛΙΤΙΔΟΣ xyxy=(689,1463,1095,1481)
polio-headline-line: 1.000.000 ΠΑΙΔΙΑ ΕΝΕΒΟΛΙΑΣΘΗΣΑΝ ΜΕΧΡΙ ΤΟΥΔΕ xyxy=(695,1446,1089,1464)
pope-headline-line: ΤΗΣ ΑΙΓΥΠΤΟΥ xyxy=(1016,1244,1103,1259)
central-africa-headline: Η ΚΕΝΤΡΩΑ ΑΦΡΙΚΗ ΑΝΕΓΝΩΡΙΣΕ ΤΗΝ ΛΑΪΚΗΝ ΚΙΝΑΝ xyxy=(54,577,398,593)
funerals-headline: ΚΗΔΕΙΑΙ xyxy=(504,1518,565,1535)
main-deck xyxy=(435,325,1134,380)
dovas-headline-line: ΠΡΟΣΠΑΘΕΙΑΙ xyxy=(483,1061,586,1079)
norway-headline xyxy=(650,1742,968,1786)
norway-article xyxy=(650,1742,968,1818)
banner-line: ΚΑΤΑ ΤΗΝ ΔΙΑΣΚΕΨΙΝ ΕΙΣ ΤΟ ΚΑΪΡΟΝ xyxy=(474,223,1094,320)
boards-body: ΑΘΗΝΑΙ, 2. Ἐδημοσιεύθησαν ἀποφάσεις τοῦ ὑπουργοῦ Ἐργασίας, διὰ τῶν ὁποίων διορίζονται τὰ νέα διοικητικὰ συμβούλια τοῦ Ἱδρύματος Κοινωνικῶν Ἀσφαλίσεων καὶ ἄλλων ἀσφαλιστικῶν ὀργανισμῶν, ὡς κάτωθι: ΠΡΟΣΩΡΙΝΟΝ ΕΜΠΟΡΙΚΩΝ ΚΑΤΑΣΤΗΜΑΤΩΝ — ΠΡΟΣΩΡΙΝΟΥ ΑΓΡΟΤΙΚΗΣ ΤΡΑΠΕΖΗΣ — ΠΡΟΣΩΡΙΝΟΥ ΕΡΓΑΤΙΚΗΣ ΕΣΤΙΑΣ. xyxy=(30,687,422,758)
banner-line: ΒΟΗΘΕΙΑΝ ΚΑΙ ΑΠΟ ΤΟΥΣ ΑΔΕΣΜΕΥΤΟΥΣ xyxy=(506,36,1064,131)
china-test-subhead-line: ΣΥΓΚΕΧΥΜΕΝΑΙ xyxy=(1013,1121,1106,1136)
dovas-body: ΑΘΗΝΑΙ, 2.— Ὑπάρχουν πληροφορίαι ὅτι εἰς τὸ παρασκήνιον καταβάλλονται προσπάθειαι πρὸς ἀναστολὴν τῆς ἐκδιώξεως τοῦ Δοβᾶ. xyxy=(435,1155,634,1211)
train-body: ΛΟΝΔΙΝΟΝ, 2. (ΓΣ. Ἀγγλ.).— Οἱ καταδικασθέντες διὰ τὴν ληστείαν τοῦ ταχυδρομικοῦ τραίνου θὰ ἐφεσιβάλουν τὴν ἀπόφασιν. xyxy=(1148,337,1346,393)
ioannina-subhead-line: ΠΛΗΡΟΥΣ ΠΑΝΕΠΙΣΤΗΜΙΟΥ xyxy=(112,880,340,900)
balloon-headline-line: ΔΙΑ ΜΕΤΑΦΟΡΑΝ xyxy=(1009,1342,1110,1357)
soldiers-article xyxy=(435,1420,634,1508)
plane-crash-headline xyxy=(1148,684,1559,728)
cuba-body: ΟΥΑΣΙΓΚΤΩΝ, 2. (Ἀσσ. Πρές).— Αἱ ἀμερικανικαὶ ἀρχαὶ πιστεύουν ὅτι δὲν ὑπάρχουν πύραυλοι εἰς τὴν Κούβαν. xyxy=(985,1682,1134,1739)
sex-education-article xyxy=(435,1322,634,1409)
brazzaville-article xyxy=(30,546,422,640)
lead-subhead-line: ἐτόνισεν ὁ κ. Γ. Παπανδρέου xyxy=(125,135,327,153)
doctors-body: ΛΟΝΔΙΝΟΝ, 2. (ΓΣ. Ἀγγλ.).— Ὁμὰς Ἄγγλων ἰατρῶν θὰ ἐπισκεφθῆ τὴν Σοβιετικὴν Ρωσσίαν. xyxy=(1148,624,1346,665)
disarmament-headline-line: κατὰ τῆς διασπορᾶς τῶν ὅπλων xyxy=(1196,85,1512,112)
ioannina-headline xyxy=(30,773,422,859)
university-headline-line: ΜΠΛΑΟΥΤΖΑΝΔΗΣ xyxy=(476,1248,593,1264)
deck-line: ἀπὸ τὸ εἶδος συμφωνίας μὲ τὴν Μόσχαν xyxy=(570,352,999,381)
plane-crash-headline-line: ΕΙΣ ΤΗΝ ΘΑΛΑΣΣΑΝ ΚΑΤΕΠΕΣΕ ΚΑΙ ΕΒΥΘΙΣΘΗ xyxy=(1196,683,1512,700)
freighter-headline-line: ΕΝ ΜΕΣΩ ΠΑΓΟΒΟΥΝΩΝ ΚΑΤΑ ΣΦΟΔΡΑΝ ΚΑΤΑΙΓΙΔΑ xyxy=(1175,955,1532,972)
nixon-headline-line: Ο κ. ΝΙΞΟΝ ΕΡΜΗΝΕΥΕΙ xyxy=(991,1749,1128,1764)
